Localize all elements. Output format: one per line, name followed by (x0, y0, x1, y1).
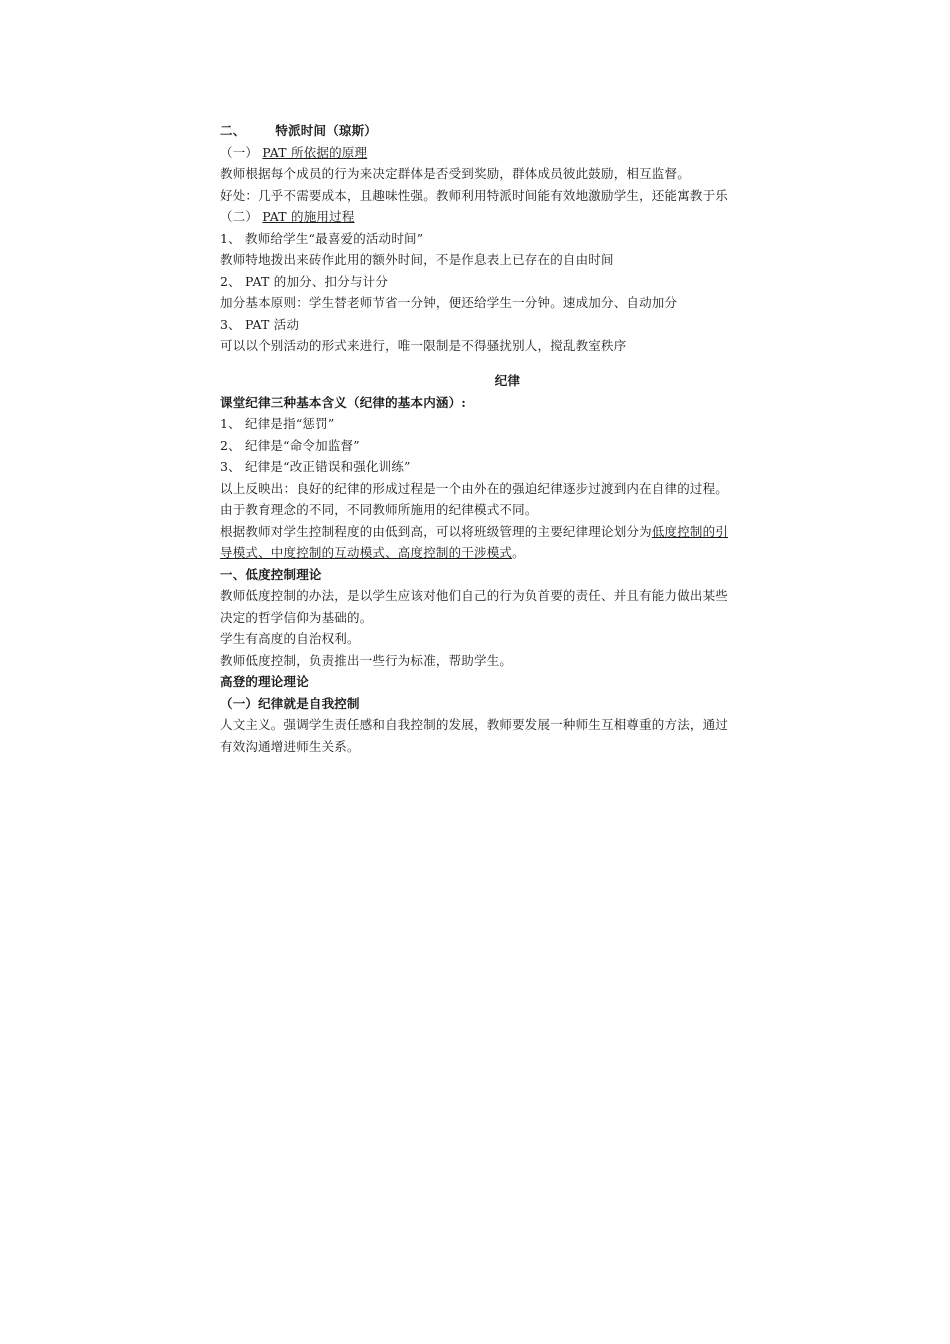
list-item-3-text: 可以以个别活动的形式来进行，唯一限制是不得骚扰别人，搅乱教室秩序 (220, 338, 627, 353)
model-names-underlined: 导模式、中度控制的互动模式、高度控制的干涉模式 (220, 545, 513, 560)
meaning-item-1: 1、 纪律是指“惩罚” (220, 416, 335, 431)
subheading-pat-principle (220, 143, 795, 163)
discipline-title: 纪律 (494, 373, 521, 388)
summary-line-3 (220, 522, 795, 542)
paragraph-principle: 教师根据每个成员的行为来决定群体是否受到奖励，群体成员彼此鼓励，相互监督。 (220, 166, 690, 181)
section-heading-title: 特派时间（琼斯） (275, 123, 378, 138)
low-control-paragraph-3: 教师低度控制，负责推出一些行为标准，帮助学生。 (220, 653, 513, 668)
paragraph-benefits: 好处：几乎不需要成本，且趣味性强。教师利用特派时间能有效地激励学生，还能寓教于乐 (220, 188, 729, 203)
list-item-2: 2、 PAT 的加分、扣分与计分 (220, 274, 389, 289)
summary-line-4 (220, 543, 795, 563)
summary-text-end: 。 (512, 545, 525, 560)
low-control-paragraph-1a: 教师低度控制的办法，是以学生应该对他们自己的行为负首要的责任、并且有能力做出某些 (220, 588, 729, 603)
summary-text: 根据教师对学生控制程度的由低到高，可以将班级管理的主要纪律理论划分为 (220, 524, 652, 539)
low-control-heading: 一、低度控制理论 (220, 567, 322, 582)
list-item-3: 3、 PAT 活动 (220, 317, 300, 332)
low-control-paragraph-1b: 决定的哲学信仰为基础的。 (220, 610, 373, 625)
meaning-item-3: 3、 纪律是“改正错误和强化训练” (220, 459, 411, 474)
discipline-meaning-heading: 课堂纪律三种基本含义（纪律的基本内涵）: (220, 395, 467, 410)
subheading-title: PAT 的施用过程 (262, 209, 355, 224)
gordon-paragraph-a: 人文主义。强调学生责任感和自我控制的发展，教师要发展一种师生互相尊重的方法，通过 (220, 717, 729, 732)
summary-line-1: 以上反映出：良好的纪律的形成过程是一个由外在的强迫纪律逐步过渡到内在自律的过程。 (220, 481, 729, 496)
low-control-paragraph-2: 学生有高度的自治权利。 (220, 631, 360, 646)
gordon-paragraph-b: 有效沟通增进师生关系。 (220, 739, 360, 754)
list-item-1-text: 教师特地拨出来砖作此用的额外时间，不是作息表上已存在的自由时间 (220, 252, 614, 267)
subheading-pat-process (220, 207, 795, 227)
subheading-number: （一） (220, 145, 259, 160)
section-heading-number: 二、 (220, 123, 246, 138)
subheading-number: （二） (220, 209, 259, 224)
gordon-subheading: （一）纪律就是自我控制 (220, 696, 360, 711)
meaning-item-2: 2、 纪律是“命令加监督” (220, 438, 360, 453)
list-item-1: 1、 教师给学生“最喜爱的活动时间” (220, 231, 424, 246)
list-item-2-text: 加分基本原则：学生替老师节省一分钟，便还给学生一分钟。速成加分、自动加分 (220, 295, 678, 310)
gordon-theory-heading: 高登的理论理论 (220, 674, 309, 689)
model-names-underlined: 低度控制的引 (651, 524, 729, 539)
section-heading-pat (220, 121, 795, 141)
subheading-title: PAT 所依据的原理 (262, 145, 368, 160)
summary-line-2: 由于教育理念的不同，不同教师所施用的纪律模式不同。 (220, 502, 538, 517)
